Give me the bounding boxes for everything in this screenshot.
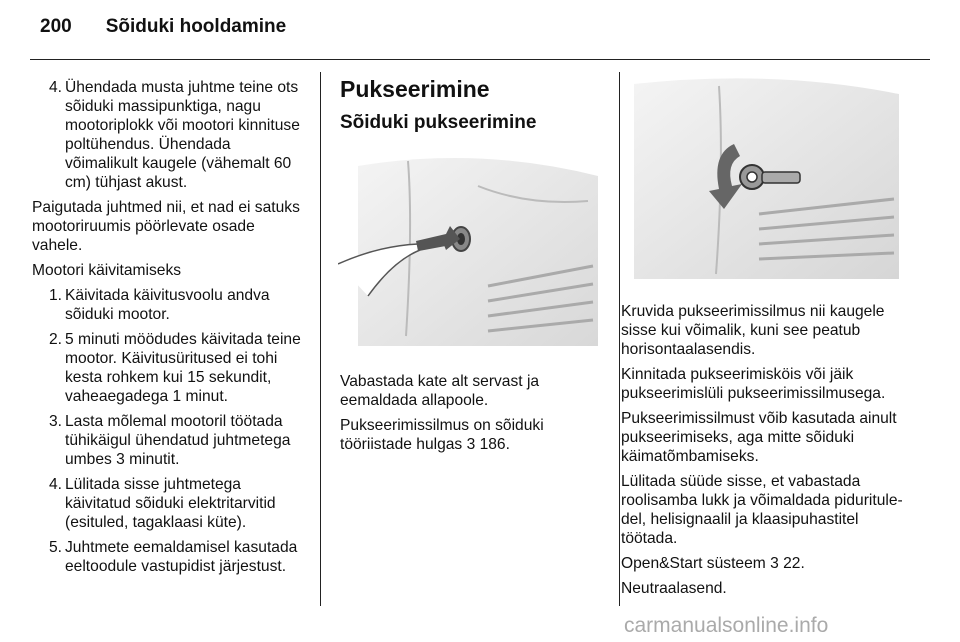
list-item: 4. Lülitada sisse juhtmetega käivitatud sõiduki elektritarvitid (esituled, tagaklaasi küte). [48, 476, 276, 531]
list-item: 3. Lasta mõlemal mootoril töötada tühikäigul ühendatud juhtmetega umbes 3 minutit. [48, 413, 291, 468]
header-rule [30, 59, 930, 60]
paragraph: Pukseerimissilmust võib kasutada ainult pukseerimiseks, aga mitte sõiduki käimatõmbamiseks. [621, 410, 897, 465]
page-title: Sõiduki hooldamine [105, 16, 287, 37]
column-right [621, 302, 911, 604]
paragraph: Lülitada süüde sisse, et vabastada roolisamba lukk ja võimaldada pidurituledel, helisignaalil ja klaasipuhastitel töötada. [621, 473, 903, 547]
column-divider [619, 72, 620, 606]
paragraph: Paigutada juhtmed nii, et nad ei satuks mootoriruumis pöörlevate osade vahele. [32, 199, 300, 254]
paragraph: Open&Start süsteem 3 22. [621, 555, 805, 572]
watermark: carmanualsonline.info [624, 614, 829, 637]
column-left [32, 78, 307, 576]
list-item: 4. Ühendada musta juhtme teine ots sõiduki massipunktiga, nagu mootoriplokk või mootori kinnituse poltühendus. Ühendada võimalikult kaugele (vähemalt 60 cm) tühjast akust. [48, 79, 300, 191]
page-header [40, 16, 286, 38]
bumper-cover-illustration [338, 146, 606, 358]
paragraph: Vabastada kate alt servast ja eemaldada allapoole. [340, 373, 540, 409]
list-item: 5. Juhtmete eemaldamisel kasutada eeltoodule vastupidist järjestust. [48, 539, 298, 575]
paragraph: Kinnitada pukseerimisköis või jäik pukseerimislüli pukseerimissilmusega. [621, 366, 886, 402]
paragraph: Kruvida pukseerimissilmus nii kaugele sisse kui võimalik, kuni see peatub horisontaalasendis. [621, 303, 885, 358]
column-middle-text [340, 372, 605, 460]
column-divider [320, 72, 321, 606]
column-middle [340, 76, 605, 144]
section-heading: Pukseerimine [340, 76, 490, 102]
paragraph: Mootori käivitamiseks [32, 262, 182, 279]
paragraph: Pukseerimissilmus on sõiduki tööriistade hulgas 3 186. [340, 417, 544, 453]
page-reference[interactable]: 3 186. [466, 436, 510, 453]
list-item: 1. Käivitada käivitusvoolu andva sõiduki mootor. [48, 287, 270, 323]
paragraph: Neutraalasend. [621, 580, 727, 597]
tow-eye-illustration [624, 74, 904, 288]
list-item: 2. 5 minuti möödudes käivitada teine mootor. Käivitusüritused ei tohi kesta rohkem kui 15 sekundit, vaheaegadega 1 minut. [48, 331, 301, 405]
page-number: 200 [40, 16, 72, 37]
page-reference[interactable]: 3 22. [770, 555, 805, 572]
section-subheading: Sõiduki pukseerimine [340, 112, 537, 133]
